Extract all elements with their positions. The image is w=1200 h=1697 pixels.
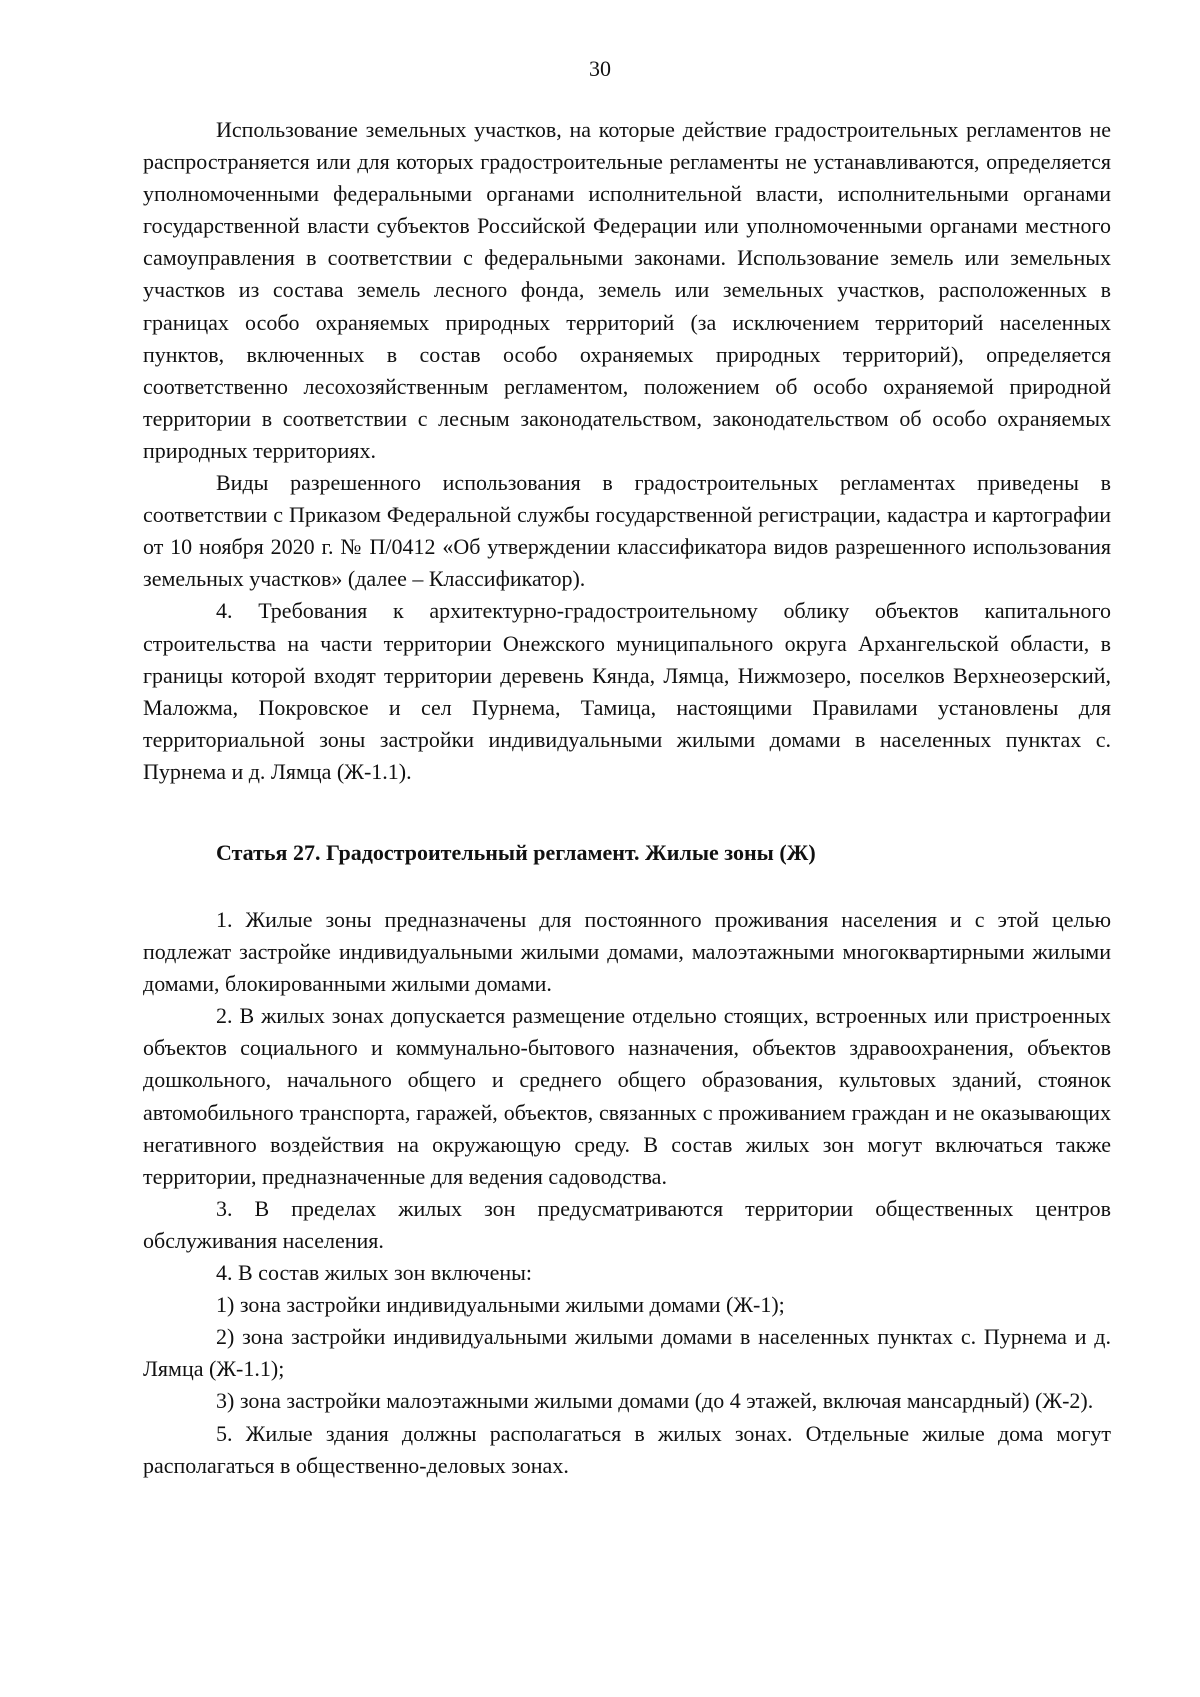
paragraph: Виды разрешенного использования в градостроительных регламентах приведены в соответствии с Приказом Федеральной службы государственной регистрации, кадастра и картографии от 10 ноября 2020 г. № П/0412 «Об утверждении классификатора видов разрешенного использования земельных участков» (далее – Классификатор).: [143, 470, 1111, 592]
article-heading: Статья 27. Градостроительный регламент. Жилые зоны (Ж): [216, 840, 816, 865]
paragraph: 5. Жилые здания должны располагаться в жилых зонах. Отдельные жилые дома могут располагаться в общественно-деловых зонах.: [143, 1420, 1111, 1478]
paragraph: 3. В пределах жилых зон предусматриваются территории общественных центров обслуживания населения.: [143, 1195, 1111, 1253]
page-number: 30: [589, 56, 611, 81]
article-27-text: [143, 904, 1111, 1482]
paragraph: 1. Жилые зоны предназначены для постоянного проживания населения и с этой целью подлежат застройке индивидуальными жилыми домами, малоэтажными многоквартирными жилыми домами, блокированными жилыми домами.: [143, 907, 1111, 997]
list-item: 2) зона застройки индивидуальными жилыми домами в населенных пунктах с. Пурнема и д. Лямца (Ж-1.1);: [143, 1324, 1111, 1382]
section-1-text: [143, 114, 1111, 788]
list-item: 1) зона застройки индивидуальными жилыми домами (Ж-1);: [216, 1292, 785, 1318]
paragraph: 4. Требования к архитектурно-градостроительному облику объектов капитального строительства на части территории Онежского муниципального округа Архангельской области, в границы которой входят территории деревень Кянда, Лямца, Нижмозеро, поселков Верхнеозерский, Маложма, Покровское и сел Пурнема, Тамица, настоящими Правилами установлены для территориальной зоны застройки индивидуальными жилыми домами в населенных пунктах с. Пурнема и д. Лямца (Ж-1.1).: [143, 598, 1111, 784]
list-intro: 4. В состав жилых зон включены:: [216, 1260, 533, 1286]
list-item: 3) зона застройки малоэтажными жилыми домами (до 4 этажей, включая мансардный) (Ж-2).: [216, 1388, 1094, 1414]
paragraph: Использование земельных участков, на которые действие градостроительных регламентов не распространяется или для которых градостроительные регламенты не устанавливаются, определяется уполномоченными федеральными органами исполнительной власти, исполнительными органами государственной власти субъектов Российской Федерации или уполномоченными органами местного самоуправления в соответствии с федеральными законами. Использование земель или земельных участков из состава земель лесного фонда, земель или земельных участков, расположенных в границах особо охраняемых природных территорий (за исключением территорий населенных пунктов, включенных в состав особо охраняемых природных территорий), определяется соответственно лесохозяйственным регламентом, положением об особо охраняемой природной территории в соответствии с лесным законодательством, законодательством об особо охраняемых природных территориях.: [143, 117, 1111, 463]
paragraph: 2. В жилых зонах допускается размещение отдельно стоящих, встроенных или пристроенных объектов социального и коммунально-бытового назначения, объектов здравоохранения, объектов дошкольного, начального общего и среднего общего образования, культовых зданий, стоянок автомобильного транспорта, гаражей, объектов, связанных с проживанием граждан и не оказывающих негативного воздействия на окружающую среду. В состав жилых зон могут включаться также территории, предназначенные для ведения садоводства.: [143, 1003, 1111, 1189]
